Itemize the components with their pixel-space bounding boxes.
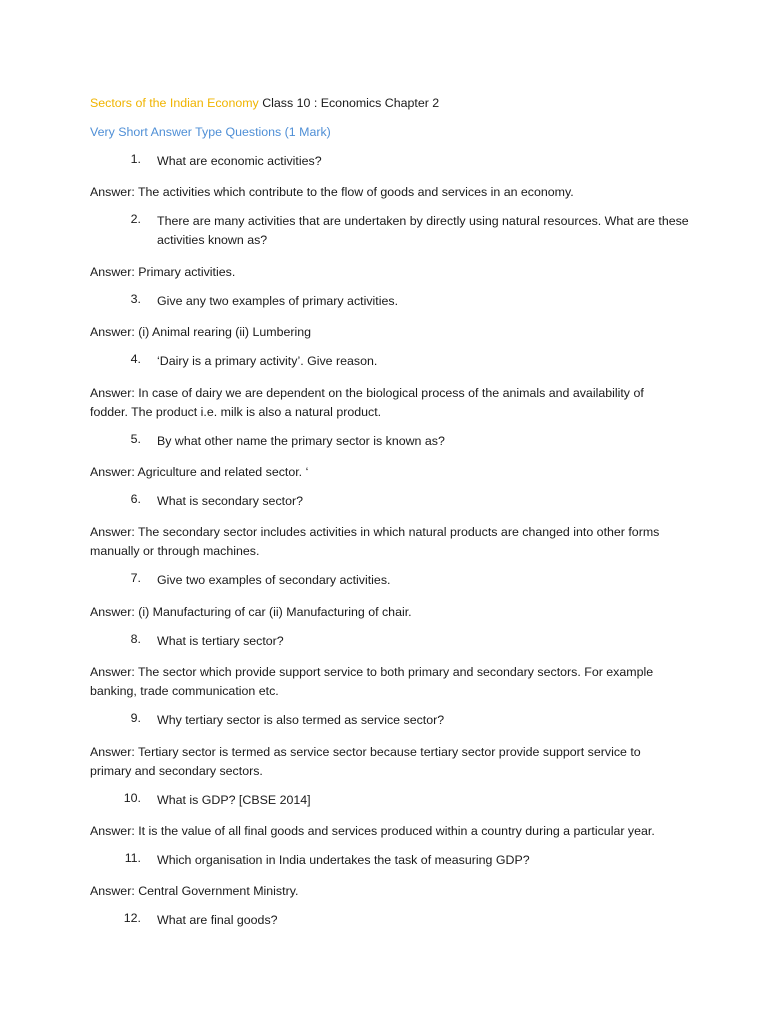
answer-text: Answer: The activities which contribute to the flow of goods and services in an economy. [90, 185, 574, 200]
question-item [90, 492, 690, 511]
question-item [90, 352, 690, 371]
question-text: Give two examples of secondary activities. [157, 573, 391, 588]
question-number: 10. [123, 790, 141, 805]
answer-text: Answer: In case of dairy we are dependent on the biological process of the animals and availability of fodder. The product i.e. milk is also a natural product. [90, 385, 644, 419]
document-content [90, 94, 690, 940]
question-number: 1. [130, 152, 141, 166]
question-text: Give any two examples of primary activities. [157, 293, 399, 308]
answer-text: Answer: (i) Animal rearing (ii) Lumbering [90, 325, 312, 340]
question-item [90, 851, 690, 870]
question-number: 11. [124, 850, 141, 865]
question-number: 7. [130, 571, 141, 586]
section-subtitle: Very Short Answer Type Questions (1 Mark) [90, 125, 331, 139]
question-text: ‘Dairy is a primary activity’. Give reason. [157, 354, 378, 369]
question-text: Why tertiary sector is also termed as service sector? [157, 713, 445, 728]
question-text: There are many activities that are undertaken by directly using natural resources. What are these activities known as? [157, 214, 689, 248]
question-item [90, 711, 690, 730]
question-number: 12. [123, 911, 141, 926]
question-item [90, 432, 690, 451]
question-number: 2. [130, 212, 141, 227]
question-number: 4. [130, 352, 141, 367]
answer-text: Answer: The secondary sector includes activities in which natural products are changed into other forms manually or through machines. [90, 525, 660, 559]
answer-text: Answer: The sector which provide support service to both primary and secondary sectors. For example banking, trade communication etc. [90, 665, 654, 699]
question-item [90, 152, 690, 171]
title-rest: Class 10 : Economics Chapter 2 [258, 96, 440, 110]
question-text: Which organisation in India undertakes the task of measuring GDP? [157, 852, 530, 867]
answer-text: Answer: Primary activities. [90, 264, 236, 279]
answer-text: Answer: It is the value of all final goods and services produced within a country during a particular year. [90, 823, 655, 838]
answer-text: Answer: Agriculture and related sector. ‘ [90, 464, 309, 479]
question-number: 3. [130, 291, 141, 306]
question-text: What are final goods? [157, 913, 278, 928]
question-item [90, 292, 690, 311]
answer-text: Answer: Central Government Ministry. [90, 884, 299, 899]
answer-text: Answer: (i) Manufacturing of car (ii) Manufacturing of chair. [90, 604, 412, 619]
question-number: 5. [130, 431, 141, 446]
question-text: By what other name the primary sector is known as? [157, 433, 445, 448]
question-item [90, 571, 690, 590]
question-text: What is secondary sector? [157, 493, 303, 508]
question-number: 9. [130, 711, 141, 726]
question-item [90, 212, 690, 250]
question-item [90, 791, 690, 810]
question-number: 6. [130, 491, 141, 506]
question-text: What is GDP? [CBSE 2014] [157, 792, 311, 807]
answer-text: Answer: Tertiary sector is termed as service sector because tertiary sector provide support service to primary and secondary sectors. [90, 744, 641, 778]
title-accent: Sectors of the Indian Economy [90, 96, 259, 110]
question-item [90, 911, 690, 930]
document-title [90, 94, 690, 113]
question-number: 8. [130, 631, 141, 646]
question-text: What are economic activities? [157, 154, 322, 168]
question-item [90, 632, 690, 651]
question-text: What is tertiary sector? [157, 633, 284, 648]
